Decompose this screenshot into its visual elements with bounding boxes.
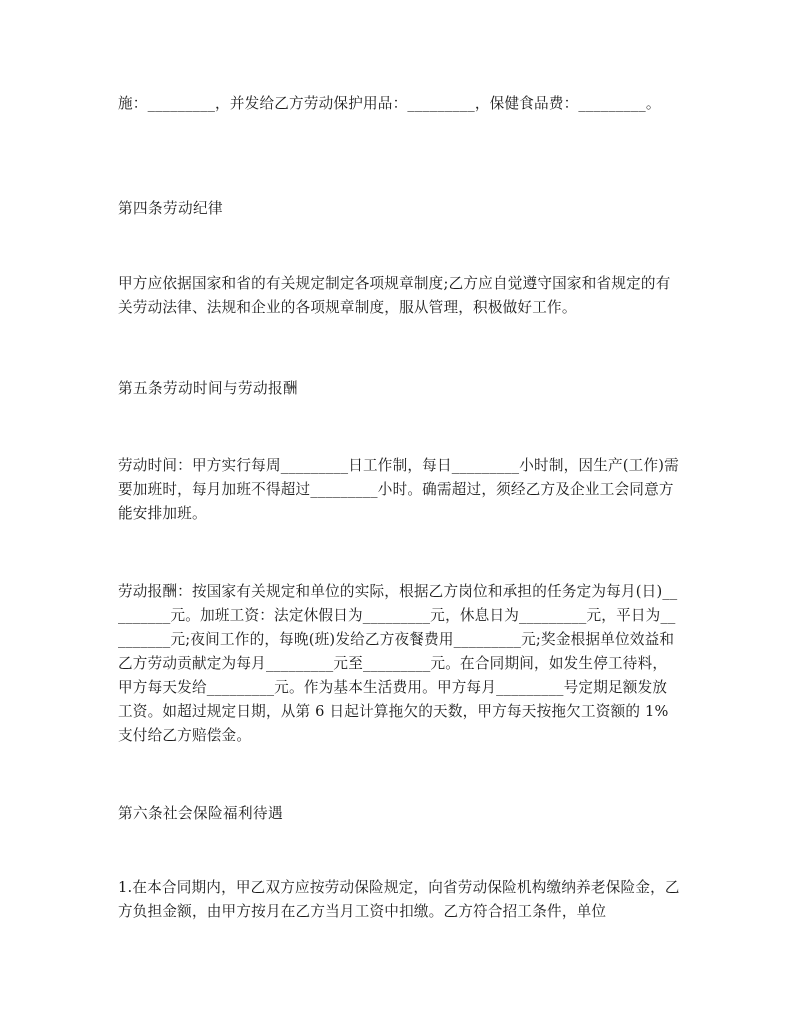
working-hours-paragraph: 劳动时间：甲方实行每周_________日工作制，每日_________小时制，因生产(工作)需要加班时，每月加班不得超过_________小时。确需超过，须经乙方及企业工会同意方能安排加班。: [118, 457, 679, 522]
article-4-heading: 第四条劳动纪律: [118, 200, 223, 217]
labor-discipline-paragraph: 甲方应依据国家和省的有关规定制定各项规章制度;乙方应自觉遵守国家和省规定的有关劳动法律、法规和企业的各项规章制度，服从管理，积极做好工作。: [118, 275, 671, 316]
social-insurance-paragraph: 1.在本合同期内，甲乙双方应按劳动保险规定，向省劳动保险机构缴纳养老保险金，乙方负担金额，由甲方按月在乙方当月工资中扣缴。乙方符合招工条件，单位: [118, 879, 680, 920]
protection-clause-paragraph: 施：_________，并发给乙方劳动保护用品：_________，保健食品费：_________。: [118, 95, 661, 112]
article-5-heading: 第五条劳动时间与劳动报酬: [118, 380, 298, 397]
remuneration-paragraph: 劳动报酬：按国家有关规定和单位的实际，根据乙方岗位和承担的任务定为每月(日)_________元。加班工资：法定休假日为_________元，休息日为_________元，平日为_________元;夜间工作的，每晚(班)发给乙方夜餐费用_________元;奖金根据单位效益和乙方劳动贡献定为每月_________元至_________元。在合同期间，如发生停工待料，甲方每天发给_________元。作为基本生活费用。甲方每月_________号定期足额发放工资。如超过规定日期，从第 6 日起计算拖欠的天数，甲方每天按拖欠工资额的 1%支付给乙方赔偿金。: [118, 583, 678, 744]
article-6-heading: 第六条社会保险福利待遇: [118, 805, 283, 822]
